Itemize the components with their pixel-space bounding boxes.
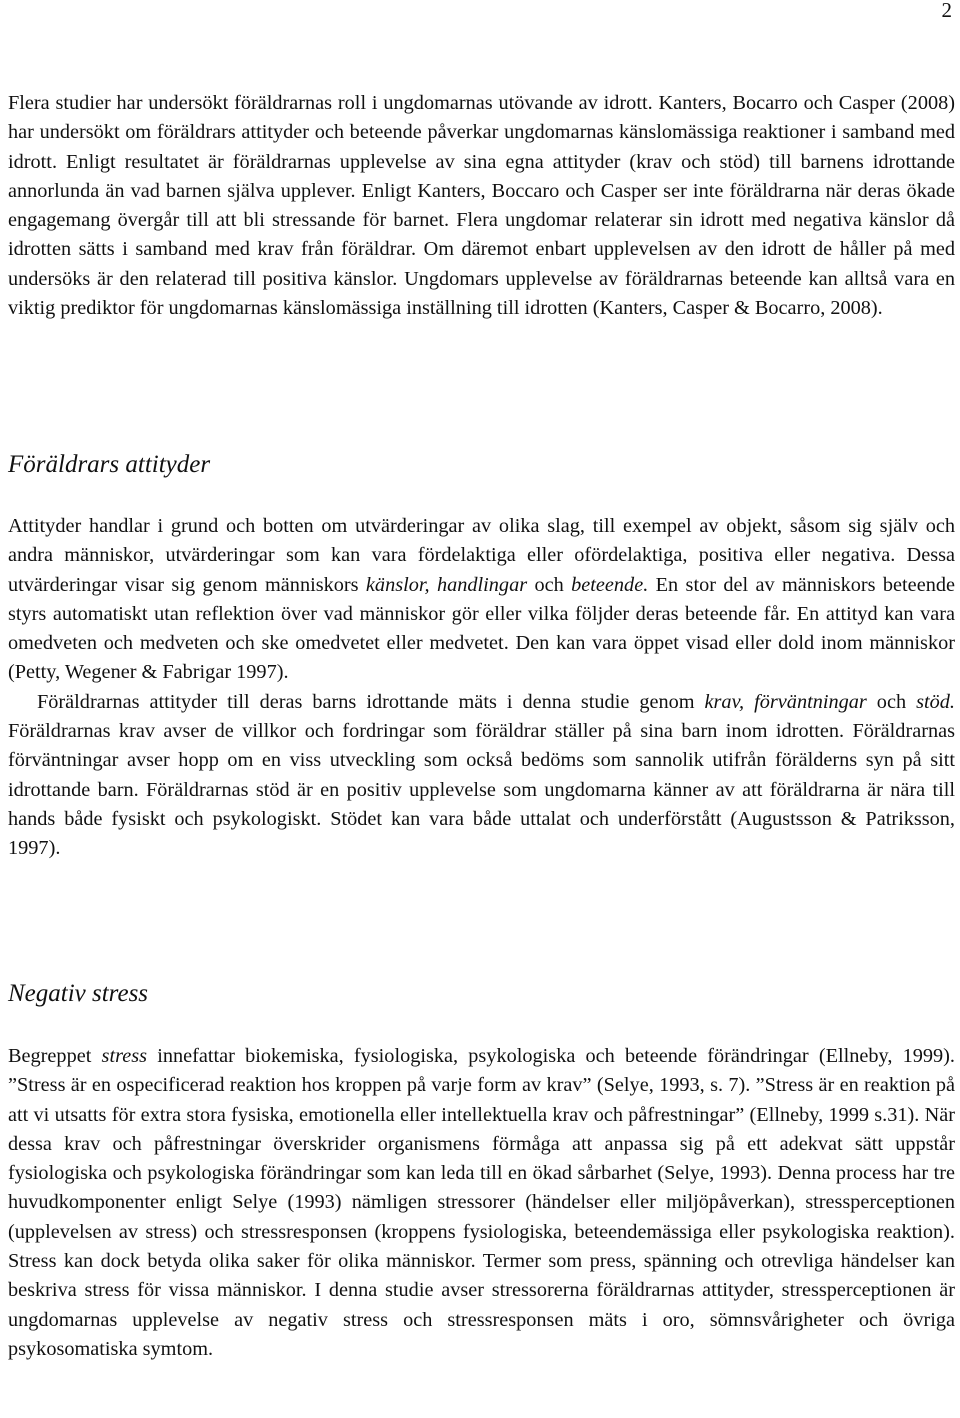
- intro-paragraph: [8, 89, 955, 323]
- attitudes-paragraph-1: [8, 512, 955, 688]
- text-run: En stor del av människors beteende styrs automatiskt utan reflektion över vad människor gör eller vilka följder deras beteende får. En attityd kan vara omedveten och medveten och ske omedvetet eller medvetet. Den kan vara öppet visad eller dold inom människor (Petty, Wegener & Fabrigar 1997).: [8, 573, 955, 684]
- page-number: 2: [941, 0, 952, 22]
- emphasis-run: krav, förväntningar: [704, 690, 867, 713]
- stress-section-body: [8, 1042, 955, 1364]
- heading-negativ-stress: Negativ stress: [8, 980, 149, 1007]
- text-run: Föräldrarnas krav avser de villkor och fordringar som föräldrar ställer på sina barn inom idrotten. Föräldrarnas förväntningar avser hopp om en viss utveckling som också bedöms som sannolik utifrån förälderns syn på sitt idrottande barn. Föräldrarnas stöd är en positiv upplevelse som ungdomarna känner av att föräldrarna är nära till hands både fysiskt och psykologiskt. Stödet kan vara både uttalat och underförstått (Augustsson & Patriksson, 1997).: [8, 720, 955, 860]
- attitudes-paragraph-2: [8, 688, 955, 864]
- emphasis-run: stöd.: [916, 690, 955, 713]
- text-run: innefattar biokemiska, fysiologiska, psykologiska och beteende förändringar (Ellneby, 1999). ”Stress är en ospecificerad reaktion hos kroppen på varje form av krav” (Selye, 1993, s. 7). ”Stress är en reaktion på att vi utsatts för extra stora fysiska, emotionella eller intellektuella krav och påfrestningar” (Ellneby, 1999 s.31). När dessa krav och påfrestningar överskrider organismens förmåga att anpassa sig på ett adekvat sätt uppstår fysiologiska och psykologiska förändringar som kan leda till en ökad sårbarhet (Selye, 1993). Denna process har tre huvudkomponenter enligt Selye (1993) nämligen stressorer (händelser eller miljöpåverkan), stressperceptionen (upplevelsen av stress) och stressresponsen (kroppens fysiologiska, beteendemässiga eller psykologiska reaktion). Stress kan dock betyda olika saker för olika människor. Termer som press, spänning och otrevliga händelser kan beskriva stress för vissa människor. I denna studie avser stressorerna föräldrarnas attityder, stressperceptionen är ungdomarnas upplevelse av negativ stress och stressresponsen mäts i oro, sömnsvårigheter och övriga psykosomatiska symtom.: [8, 1045, 955, 1360]
- text-run: och: [866, 690, 917, 713]
- heading-foraldrars-attityder: Föräldrars attityder: [8, 451, 211, 478]
- stress-paragraph-1: [8, 1042, 955, 1364]
- text-run: Föräldrarnas attityder till deras barns idrottande mäts i denna studie genom: [37, 690, 705, 713]
- text-run: Attityder handlar i grund och botten om utvärderingar av olika slag, till exempel av objekt, såsom sig själv och andra människor, utvärderingar som kan vara fördelaktiga eller ofördelaktiga, positiva eller negativa. Dessa utvärderingar visar sig genom människors: [8, 515, 955, 596]
- text-run: Begreppet: [8, 1045, 102, 1067]
- intro-text: Flera studier har undersökt föräldrarnas roll i ungdomarnas utövande av idrott. Kanters, Bocarro och Casper (2008) har undersökt om föräldrars attityder och beteende påverkar ungdomarnas känslomässiga reaktioner i samband med idrott. Enligt resultatet är föräldrarnas upplevelse av sina egna attityder (krav och stöd) till barnens idrottande annorlunda än vad barnen själva upplever. Enligt Kanters, Boccaro och Casper ser inte föräldrarna när deras ökade engagemang övergår till att bli stressande för barnet. Flera ungdomar relaterar sin idrott med negativa känslor då idrotten sätts i samband med krav från föräldrar. Om däremot enbart upplevelsen av den idrott de håller på med undersöks är den relaterad till positiva känslor. Ungdomars upplevelse av föräldrarnas beteende kan alltså vara en viktig prediktor för ungdomarnas känslomässiga inställning till idrotten (Kanters, Casper & Bocarro, 2008).: [8, 92, 955, 320]
- attitudes-section-body: [8, 512, 955, 864]
- emphasis-run: beteende.: [571, 573, 649, 596]
- emphasis-run: stress: [101, 1045, 148, 1067]
- emphasis-run: känslor, handlingar: [365, 573, 528, 596]
- text-run: och: [527, 573, 572, 596]
